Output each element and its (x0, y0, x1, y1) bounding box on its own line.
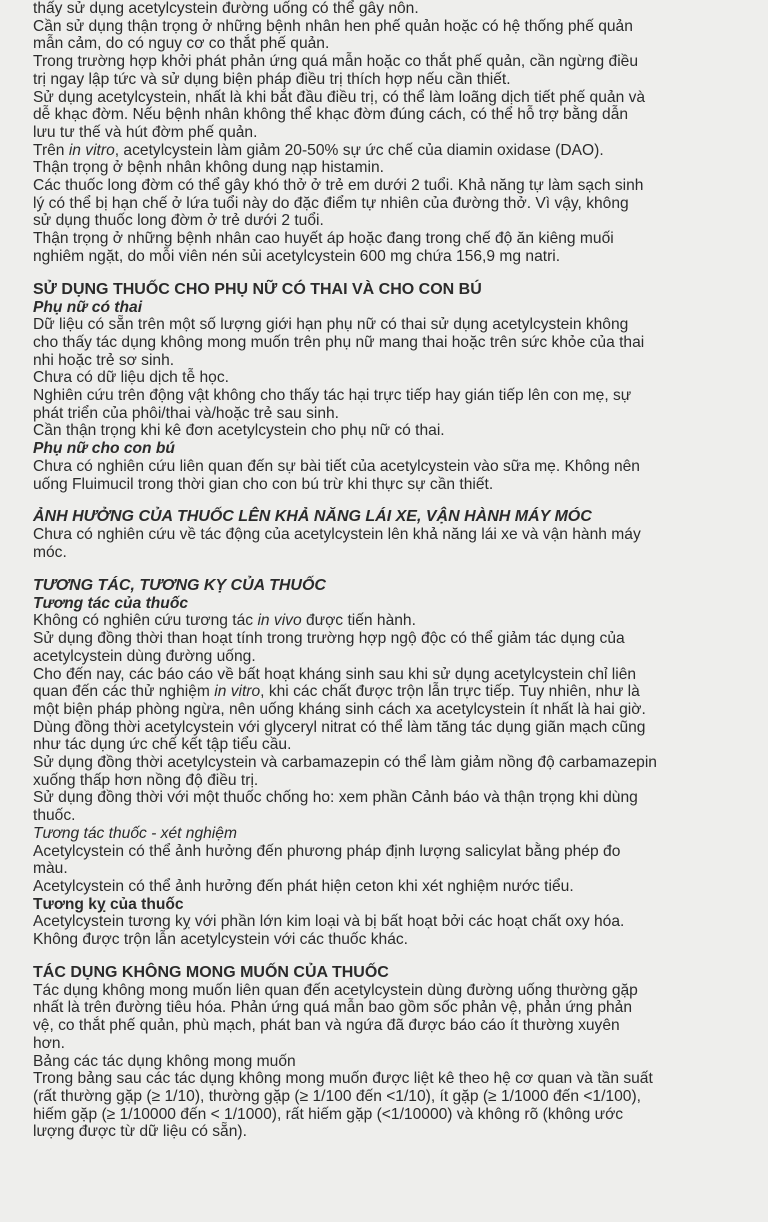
paragraph-block (33, 612, 746, 824)
text-line: mẫn cảm, do có nguy cơ co thắt phế quản. (33, 35, 330, 53)
text-line: lý có thể bị hạn chế ở lứa tuổi này do đặc điểm tự nhiên của đường thở. Vì vậy, không (33, 194, 629, 212)
text-line: Các thuốc long đờm có thể gây khó thở ở trẻ em dưới 2 tuổi. Khả năng tự làm sạch sinh (33, 177, 644, 195)
paragraph-block (33, 982, 746, 1141)
text-line: như tác dụng ức chế kết tập tiểu cầu. (33, 736, 292, 754)
text-line: Sử dụng đồng thời với một thuốc chống ho: xem phần Cảnh báo và thận trọng khi dùng (33, 789, 638, 807)
paragraph-block (33, 0, 746, 266)
text-line: nhi hoặc trẻ sơ sinh. (33, 351, 175, 369)
text-line: Không được trộn lẫn acetylcystein với các thuốc khác. (33, 931, 409, 949)
text-line: phát triển của phôi/thai và/hoặc trẻ sau sinh. (33, 404, 340, 422)
text-line: Cho đến nay, các báo cáo về bất hoạt kháng sinh sau khi sử dụng acetylcystein chỉ liên (33, 665, 637, 683)
text-line: Chưa có nghiên cứu về tác động của acetylcystein lên khả năng lái xe và vận hành máy (33, 526, 641, 544)
paragraph-block (33, 843, 746, 896)
text-line: Acetylcystein có thể ảnh hưởng đến phát hiện ceton khi xét nghiệm nước tiểu. (33, 877, 574, 895)
section-heading: ẢNH HƯỞNG CỦA THUỐC LÊN KHẢ NĂNG LÁI XE, VẬN HÀNH MÁY MÓC (33, 508, 592, 526)
text-line: Bảng các tác dụng không mong muốn (33, 1052, 296, 1070)
text-line: Cần thận trọng khi kê đơn acetylcystein cho phụ nữ có thai. (33, 422, 445, 440)
text-line: nhất là trên đường tiêu hóa. Phản ứng quá mẫn bao gồm sốc phản vệ, phản ứng phản (33, 999, 633, 1017)
text-line: màu. (33, 860, 68, 878)
text-line: Thận trọng ở bệnh nhân không dung nạp histamin. (33, 159, 384, 177)
text-line: vệ, co thắt phế quản, phù mạch, phát ban và ngứa đã được báo cáo ít thường xuyên (33, 1017, 620, 1035)
subsection-heading: Tương tác thuốc - xét nghiệm (33, 824, 237, 842)
subsection-heading: Phụ nữ có thai (33, 298, 143, 316)
text-line: thấy sử dụng acetylcystein đường uống có thể gây nôn. (33, 0, 419, 17)
text-line: Acetylcystein tương kỵ với phần lớn kim loại và bị bất hoạt bởi các hoạt chất oxy hóa. (33, 913, 625, 931)
text-line: Thận trọng ở những bệnh nhân cao huyết áp hoặc đang trong chế độ ăn kiêng muối (33, 230, 614, 248)
text-line: trị ngay lập tức và sử dụng biện pháp điều trị thích hợp nếu cần thiết. (33, 70, 511, 88)
text-line: Sử dụng acetylcystein, nhất là khi bắt đầu điều trị, có thể làm loãng dịch tiết phế quản và (33, 88, 646, 106)
paragraph-block (33, 913, 746, 948)
text-line: sử dụng thuốc long đờm ở trẻ dưới 2 tuổi. (33, 212, 324, 230)
text-line: một biện pháp phòng ngừa, nên uống kháng sinh cách xa acetylcystein ít nhất là hai giờ. (33, 700, 646, 718)
paragraph-block (33, 316, 746, 440)
text-line: Không có nghiên cứu tương tác in vivo được tiến hành. (33, 612, 416, 630)
text-line: Trên in vitro, acetylcystein làm giảm 20-50% sự ức chế của diamin oxidase (DAO). (33, 141, 604, 159)
text-line: nghiêm ngặt, do mỗi viên nén sủi acetylcystein 600 mg chứa 156,9 mg natri. (33, 247, 561, 265)
text-line: quan đến các thử nghiệm in vitro, khi các chất được trộn lẫn trực tiếp. Tuy nhiên, như là (33, 683, 640, 701)
text-line: hiếm gặp (≥ 1/10000 đến < 1/1000), rất hiếm gặp (<1/10000) và không rõ (không ước (33, 1105, 624, 1123)
text-line: Sử dụng đồng thời than hoạt tính trong trường hợp ngộ độc có thể giảm tác dụng của (33, 630, 625, 648)
text-line: (rất thường gặp (≥ 1/10), thường gặp (≥ 1/100 đến <1/10), ít gặp (≥ 1/1000 đến <1/100), (33, 1087, 641, 1105)
subsection-heading: Tương kỵ của thuốc (33, 895, 184, 913)
text-line: hơn. (33, 1034, 65, 1052)
text-line: Tác dụng không mong muốn liên quan đến acetylcystein dùng đường uống thường gặp (33, 981, 638, 999)
text-line: Sử dụng đồng thời acetylcystein và carbamazepin có thể làm giảm nồng độ carbamazepin (33, 754, 657, 772)
text-line: Acetylcystein có thể ảnh hưởng đến phương pháp định lượng salicylat bằng phép đo (33, 842, 621, 860)
subsection-heading: Phụ nữ cho con bú (33, 440, 175, 458)
text-line: thuốc. (33, 807, 76, 825)
paragraph-block (33, 526, 746, 561)
section-heading: TÁC DỤNG KHÔNG MONG MUỐN CỦA THUỐC (33, 963, 389, 981)
text-line: Trong bảng sau các tác dụng không mong muốn được liệt kê theo hệ cơ quan và tần suất (33, 1070, 653, 1088)
text-line: Dữ liệu có sẵn trên một số lượng giới hạn phụ nữ có thai sử dụng acetylcystein không (33, 316, 629, 334)
paragraph-block (33, 458, 746, 493)
text-line: Nghiên cứu trên động vật không cho thấy tác hại trực tiếp hay gián tiếp lên con mẹ, sự (33, 387, 632, 405)
text-line: lưu tư thế và hút đờm phế quản. (33, 123, 258, 141)
text-line: Chưa có nghiên cứu liên quan đến sự bài tiết của acetylcystein vào sữa mẹ. Không nên (33, 457, 640, 475)
section-heading: TƯƠNG TÁC, TƯƠNG KỴ CỦA THUỐC (33, 576, 326, 594)
text-line: Cần sử dụng thận trọng ở những bệnh nhân hen phế quản hoặc có hệ thống phế quản (33, 17, 633, 35)
text-line: Dùng đồng thời acetylcystein với glyceryl nitrat có thể làm tăng tác dụng giãn mạch cũng (33, 718, 646, 736)
text-line: dễ khạc đờm. Nếu bệnh nhân không thể khạc đờm đúng cách, có thể hỗ trợ bằng dẫn (33, 106, 629, 124)
text-line: xuống thấp hơn nồng độ điều trị. (33, 771, 259, 789)
text-line: uống Fluimucil trong thời gian cho con bú trừ khi thực sự cần thiết. (33, 475, 494, 493)
subsection-heading: Tương tác của thuốc (33, 594, 189, 612)
text-line: Trong trường hợp khởi phát phản ứng quá mẫn hoặc co thắt phế quản, cần ngừng điều (33, 53, 639, 71)
text-line: lượng được từ dữ liệu có sẵn). (33, 1123, 247, 1141)
text-line: Chưa có dữ liệu dịch tễ học. (33, 369, 229, 387)
text-line: cho thấy tác dụng không mong muốn trên phụ nữ mang thai hoặc trên sức khỏe của thai (33, 333, 645, 351)
text-line: móc. (33, 543, 67, 561)
text-line: acetylcystein dùng đường uống. (33, 647, 256, 665)
section-heading: SỬ DỤNG THUỐC CHO PHỤ NỮ CÓ THAI VÀ CHO CON BÚ (33, 280, 482, 298)
